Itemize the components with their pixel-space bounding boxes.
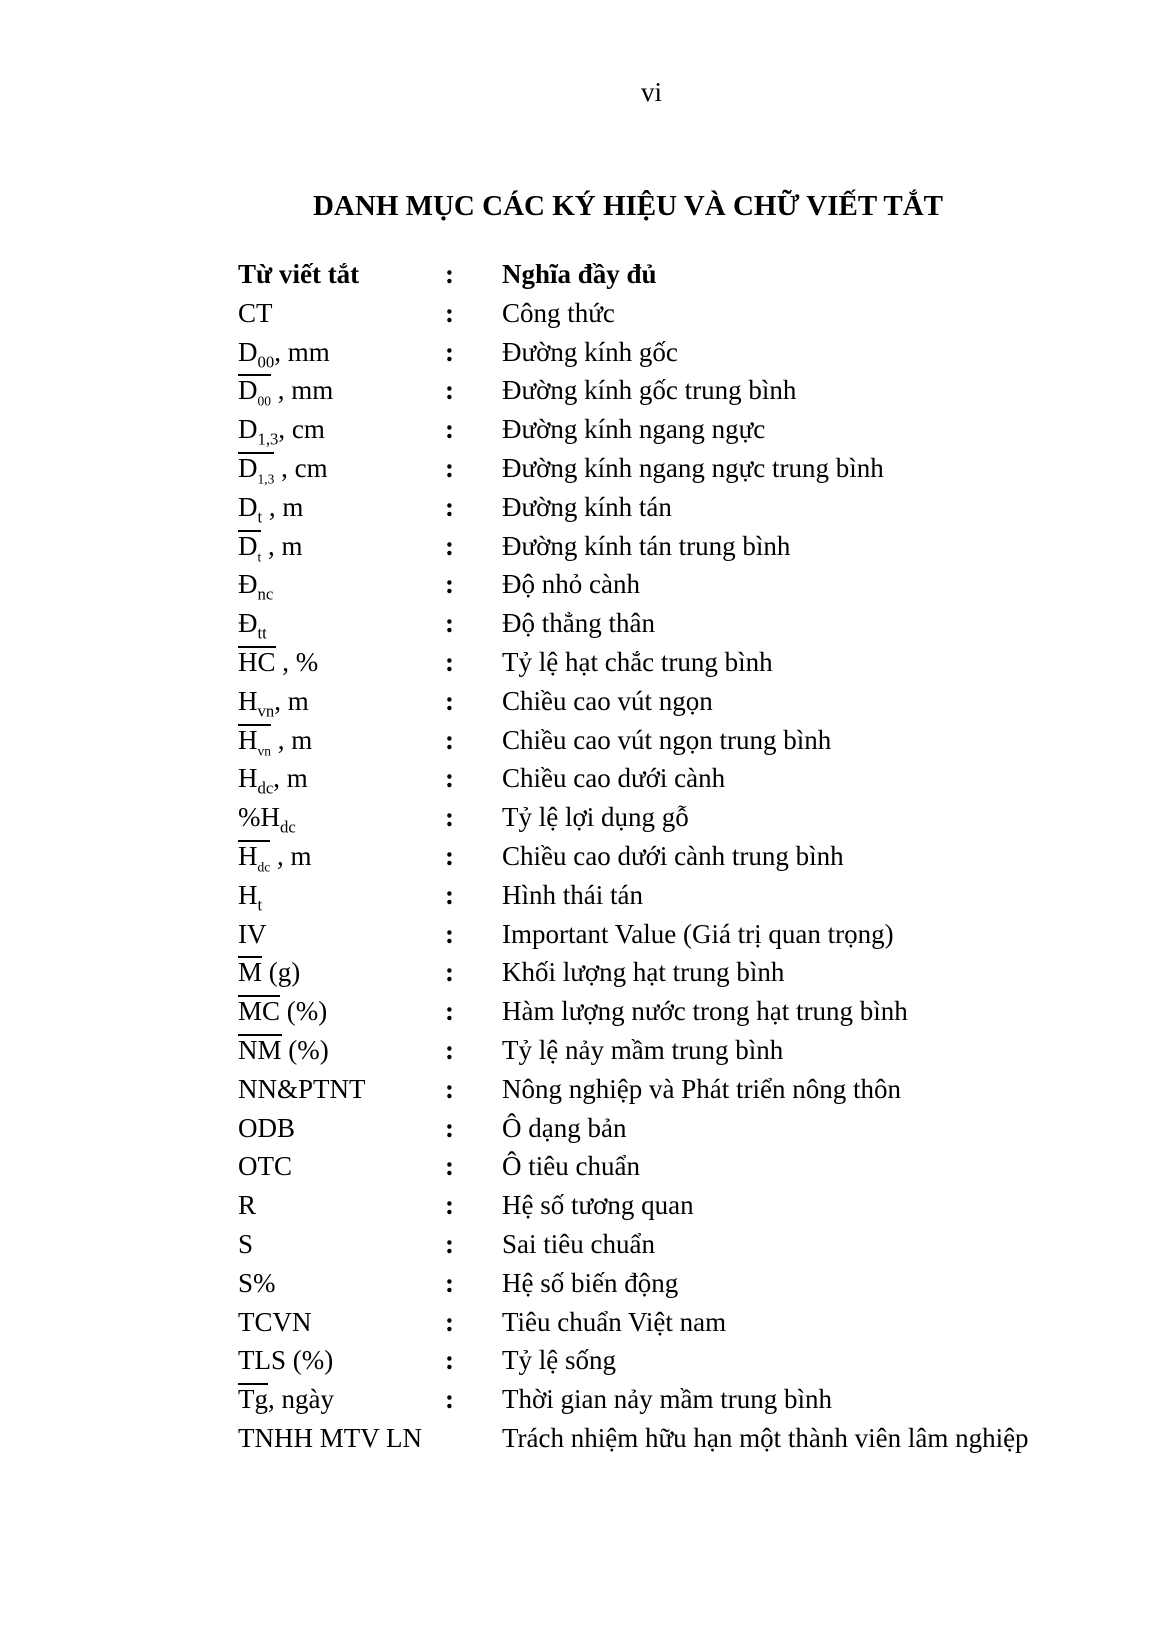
abbreviation: IV xyxy=(238,918,267,949)
table-row xyxy=(238,682,1098,721)
overline-mean-symbol: $D_{1,3}$ xyxy=(238,452,275,487)
meaning: Tỷ lệ hạt chắc trung bình xyxy=(502,646,773,677)
abbreviation: $D_t$ , m xyxy=(238,491,304,527)
colon-separator xyxy=(445,1419,502,1458)
table-row xyxy=(238,1380,1098,1419)
table-row xyxy=(238,915,1098,954)
overline-mean-symbol: M xyxy=(238,957,263,988)
colon-separator: : xyxy=(445,763,454,794)
colon-separator: : xyxy=(445,1151,454,1182)
table-row xyxy=(238,294,1098,333)
colon-separator: : xyxy=(445,1384,454,1415)
table-row xyxy=(238,1070,1098,1109)
colon-separator: : xyxy=(445,802,454,833)
table-row xyxy=(238,876,1098,915)
colon-separator: : xyxy=(445,918,454,949)
overline-mean-symbol: Tg xyxy=(238,1384,268,1415)
table-row xyxy=(238,1341,1098,1380)
colon-separator: : xyxy=(445,375,454,406)
header-meaning: Nghĩa đầy đủ xyxy=(502,259,657,289)
colon-separator: : xyxy=(445,336,454,367)
abbreviation: $Đ_{nc}$ xyxy=(238,569,274,604)
meaning: Tiêu chuẩn Việt nam xyxy=(502,1306,727,1337)
table-row xyxy=(238,449,1098,488)
colon-separator: : xyxy=(445,530,454,561)
table-header-row xyxy=(238,255,1098,294)
colon-separator: : xyxy=(445,685,454,716)
table-row xyxy=(238,488,1098,527)
overline-mean-symbol: MC xyxy=(238,996,281,1027)
table-row xyxy=(238,1264,1098,1303)
colon-separator: : xyxy=(445,608,454,639)
abbreviation: S xyxy=(238,1228,254,1259)
meaning: Hệ số biến động xyxy=(502,1267,679,1298)
meaning: Độ nhỏ cành xyxy=(502,569,640,600)
table-row xyxy=(238,643,1098,682)
overline-mean-symbol: $H_{dc}$ xyxy=(238,840,271,875)
abbreviation: TNHH MTV LN xyxy=(238,1422,422,1453)
table-row xyxy=(238,333,1098,372)
colon-separator: : xyxy=(445,569,454,600)
header-colon-separator: : xyxy=(445,259,454,289)
abbreviation: OTC xyxy=(238,1151,292,1182)
meaning: Công thức xyxy=(502,297,615,328)
table-row xyxy=(238,953,1098,992)
colon-separator: : xyxy=(445,1306,454,1337)
meaning: Nông nghiệp và Phát triển nông thôn xyxy=(502,1073,901,1104)
abbreviation: HC , % xyxy=(238,646,319,677)
abbreviation: S% xyxy=(238,1267,276,1298)
table-row xyxy=(238,1186,1098,1225)
overline-mean-symbol: NM xyxy=(238,1034,282,1065)
abbreviation: R xyxy=(238,1190,257,1221)
meaning: Sai tiêu chuẩn xyxy=(502,1228,655,1259)
table-row xyxy=(238,565,1098,604)
meaning: Important Value (Giá trị quan trọng) xyxy=(502,918,894,949)
meaning: Hệ số tương quan xyxy=(502,1190,694,1221)
table-row xyxy=(238,1419,1098,1458)
colon-separator: : xyxy=(445,1267,454,1298)
abbreviation: MC (%) xyxy=(238,996,328,1027)
abbreviation: M (g) xyxy=(238,957,301,988)
meaning: Đường kính gốc xyxy=(502,336,678,367)
abbreviation: $D_{00}$, mm xyxy=(238,336,330,371)
abbreviation: Tg, ngày xyxy=(238,1384,334,1415)
abbreviation: $D_t$ , m xyxy=(238,530,303,564)
meaning: Khối lượng hạt trung bình xyxy=(502,957,785,988)
meaning: Trách nhiệm hữu hạn một thành viên lâm nghiệp xyxy=(502,1422,1029,1453)
meaning: Đường kính ngang ngực trung bình xyxy=(502,452,884,483)
colon-separator: : xyxy=(445,452,454,483)
colon-separator: : xyxy=(445,297,454,328)
page-number: vi xyxy=(641,77,663,107)
table-row xyxy=(238,1225,1098,1264)
colon-separator: : xyxy=(445,1345,454,1376)
colon-separator: : xyxy=(445,879,454,910)
meaning: Ô tiêu chuẩn xyxy=(502,1151,640,1182)
colon-separator: : xyxy=(445,491,454,522)
meaning: Thời gian nảy mầm trung bình xyxy=(502,1384,832,1415)
overline-mean-symbol: $D_t$ xyxy=(238,530,262,564)
table-row xyxy=(238,527,1098,566)
colon-separator: : xyxy=(445,840,454,871)
meaning: Độ thẳng thân xyxy=(502,608,655,639)
colon-separator: : xyxy=(445,996,454,1027)
abbreviation: $H_{vn}$, m xyxy=(238,685,309,721)
table-row xyxy=(238,1109,1098,1148)
abbreviation: $Đ_{tt}$ xyxy=(238,608,267,643)
abbreviation: NM (%) xyxy=(238,1034,329,1065)
colon-separator: : xyxy=(445,1034,454,1065)
meaning: Tỷ lệ nảy mầm trung bình xyxy=(502,1034,784,1065)
abbreviation: CT xyxy=(238,297,273,328)
table-row xyxy=(238,759,1098,798)
meaning: Ô dạng bản xyxy=(502,1112,627,1143)
meaning: Hàm lượng nước trong hạt trung bình xyxy=(502,996,908,1027)
abbreviation: $\%H_{dc}$ xyxy=(238,802,296,837)
colon-separator: : xyxy=(445,957,454,988)
table-row xyxy=(238,604,1098,643)
abbreviation: $H_{vn}$ , m xyxy=(238,724,313,758)
colon-separator: : xyxy=(445,1190,454,1221)
table-row xyxy=(238,1147,1098,1186)
meaning: Hình thái tán xyxy=(502,879,643,910)
table-row xyxy=(238,992,1098,1031)
abbreviation: NN&PTNT xyxy=(238,1073,366,1104)
colon-separator: : xyxy=(445,724,454,755)
abbreviation: $H_t$ xyxy=(238,879,263,915)
colon-separator: : xyxy=(445,1073,454,1104)
abbreviation: TLS (%) xyxy=(238,1345,334,1376)
meaning: Đường kính tán xyxy=(502,491,672,522)
abbreviation: $D_{00}$ , mm xyxy=(238,375,334,409)
abbreviation: TCVN xyxy=(238,1306,312,1337)
colon-separator: : xyxy=(445,646,454,677)
meaning: Tỷ lệ sống xyxy=(502,1345,616,1376)
meaning: Đường kính tán trung bình xyxy=(502,530,791,561)
meaning: Đường kính ngang ngực xyxy=(502,414,766,445)
abbreviation: $D_{1,3}$ , cm xyxy=(238,452,328,487)
colon-separator: : xyxy=(445,1228,454,1259)
overline-mean-symbol: HC xyxy=(238,646,276,677)
table-row xyxy=(238,410,1098,449)
header-abbreviation: Từ viết tắt xyxy=(238,259,360,289)
overline-mean-symbol: $H_{vn}$ xyxy=(238,724,271,758)
meaning: Tỷ lệ lợi dụng gỗ xyxy=(502,802,689,833)
colon-separator: : xyxy=(445,1112,454,1143)
table-row xyxy=(238,1303,1098,1342)
meaning: Chiều cao vút ngọn xyxy=(502,685,713,716)
abbreviation: $H_{dc}$, m xyxy=(238,763,308,798)
abbreviation: ODB xyxy=(238,1112,296,1143)
table-row xyxy=(238,837,1098,876)
table-row xyxy=(238,798,1098,837)
page-title: DANH MỤC CÁC KÝ HIỆU VÀ CHỮ VIẾT TẮT xyxy=(312,190,943,222)
table-row xyxy=(238,721,1098,760)
meaning: Đường kính gốc trung bình xyxy=(502,375,797,406)
meaning: Chiều cao vút ngọn trung bình xyxy=(502,724,832,755)
table-row xyxy=(238,1031,1098,1070)
overline-mean-symbol: $D_{00}$ xyxy=(238,375,271,409)
meaning: Chiều cao dưới cành trung bình xyxy=(502,840,844,871)
abbrev-table xyxy=(238,255,1098,1458)
abbreviation: $H_{dc}$ , m xyxy=(238,840,312,875)
table-row xyxy=(238,371,1098,410)
abbreviation: $D_{1,3}$, cm xyxy=(238,414,325,449)
colon-separator: : xyxy=(445,414,454,445)
meaning: Chiều cao dưới cành xyxy=(502,763,726,794)
